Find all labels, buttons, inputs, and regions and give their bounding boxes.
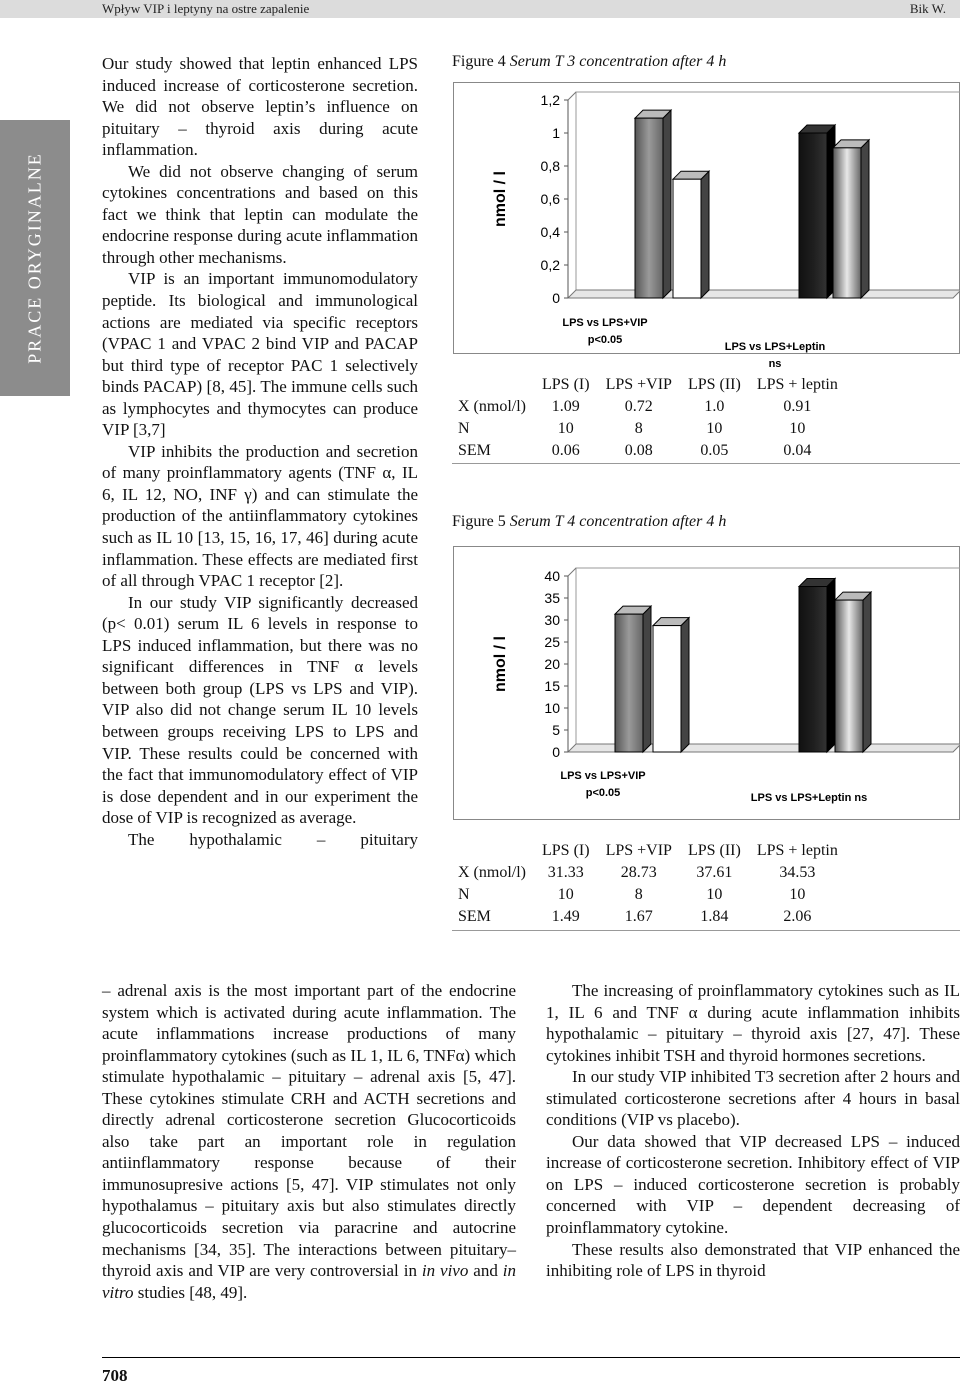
running-header	[0, 0, 960, 18]
y-tick-label: 0,8	[540, 158, 560, 174]
group-label: LPS vs LPS+Leptin ns	[750, 792, 868, 804]
table-cell: 0.05	[700, 442, 729, 459]
y-tick-label: 10	[544, 700, 560, 716]
table-cell: 10	[557, 886, 574, 903]
group-label: LPS vs LPS+VIP	[562, 317, 648, 329]
table-row-label: N	[458, 886, 470, 903]
section-label: PRACE ORYGINALNE	[24, 152, 45, 364]
figure-4-caption	[452, 53, 726, 71]
table-rule	[452, 930, 960, 931]
figure-label: Figure 4	[452, 53, 506, 70]
group-note: p<0.05	[585, 787, 621, 799]
y-tick-label: 1	[552, 125, 560, 141]
paragraph: VIP is an important immunomodulatory peptide. Its biological and immunological actions are mediated via specific receptors (VPAC 1 and VPAC 2 bind VIP and PACAP but third type of receptor PAC 1 selectively binds PACAP) [8, 45]. The immune cells such as lymphocytes and thymocytes can produce VIP [3,7]	[102, 269, 418, 440]
group-label: LPS vs LPS+Leptin	[724, 341, 826, 353]
table-rule	[452, 463, 960, 464]
table-header-row	[452, 374, 846, 396]
table-cell: 10	[789, 886, 806, 903]
bar	[799, 133, 827, 298]
table-header-cell: LPS (II)	[687, 376, 741, 393]
paragraph: In our study VIP inhibited T3 secretion after 2 hours and stimulated corticosterone secretions after 4 hours in basal conditions (VIP vs placebo).	[546, 1067, 960, 1130]
bar	[653, 626, 681, 752]
chart-frame	[454, 547, 960, 820]
table-row	[452, 440, 846, 462]
group-note: p<0.05	[587, 334, 623, 346]
table-header-row	[452, 840, 846, 862]
left-column	[102, 53, 418, 850]
table-cell: 0.04	[783, 442, 812, 459]
table-cell: 8	[634, 886, 643, 903]
table-row-label: X (nmol/l)	[458, 864, 526, 881]
figure-5-table	[452, 840, 846, 928]
bar-side	[863, 592, 871, 752]
figure-5-chart	[453, 546, 960, 820]
table-row	[452, 884, 846, 906]
y-tick-label: 0,2	[540, 257, 560, 273]
y-tick-label: 5	[552, 722, 560, 738]
figure-title: Serum T 4 concentration after 4 h	[509, 513, 727, 530]
table-cell: 10	[706, 420, 723, 437]
group-label: LPS vs LPS+VIP	[560, 770, 646, 782]
bar	[615, 614, 643, 752]
table-cell: 2.06	[783, 908, 812, 925]
y-tick-label: 25	[544, 634, 560, 650]
bar	[835, 600, 863, 752]
bar-side	[827, 579, 835, 752]
bar-side	[643, 606, 651, 752]
bar-side	[663, 110, 671, 298]
paragraph: VIP inhibits the production and secretion of many proinflammatory agents (TNF α, IL 6, IL 12, NO, INF γ) and can stimulate the production of the antiinflammatory cytokines such as IL 10 [13, 15, 16, 17, 46] during acute inflammation. These effects are mediated first of all through VPAC 1 receptor [2].	[102, 441, 418, 591]
table-cell: 1.84	[700, 908, 729, 925]
table-header-cell: LPS (I)	[542, 376, 590, 393]
y-tick-label: 30	[544, 612, 560, 628]
table-cell: 1.49	[551, 908, 580, 925]
table-cell: 10	[706, 886, 723, 903]
paragraph-body: – adrenal axis is the most important part of the endocrine system which is activated during acute inflammation. The acute inflammations increase productions of many proinflammatory cytokines (such as IL 1, IL 6, TNFα) which stimulate hypothalamic – pituitary – adrenal axis [5, 47]. These cytokines stimulate CRH and ACTH secretions and directly adrenal corticosterone secretion Glucocorticoids also take part an important role in regulation antiinflammatory response because of their immunosupresive actions [5, 47]. VIP stimulates not only hypothalamus – pituitary axis but also stimulates directly glucocorticoids secretion via paracrine and autocrine mechanisms [34, 35]. The interactions between pituitary–thyroid axis and VIP are very controversial in	[102, 981, 516, 1281]
footer-rule	[102, 1357, 960, 1358]
y-tick-label: 0,6	[540, 191, 560, 207]
bar	[799, 587, 827, 752]
table-row-label: SEM	[458, 442, 491, 459]
table-cell: 10	[557, 420, 574, 437]
paragraph: Our study showed that leptin enhanced LPS induced increase of corticosterone secretion. We did not observe leptin’s influence on pituitary – thyroid axis during acute inflammation.	[102, 54, 418, 160]
table-cell: 1.09	[551, 398, 580, 415]
table-header-cell: LPS (I)	[542, 842, 590, 859]
table-cell: 8	[634, 420, 643, 437]
table-row-label: SEM	[458, 908, 491, 925]
table-header-cell: LPS (II)	[687, 842, 741, 859]
table-cell: 10	[789, 420, 806, 437]
y-tick-label: 0,4	[540, 224, 560, 240]
table-row-label: N	[458, 420, 470, 437]
section-sidebar	[0, 120, 70, 396]
group-note: ns	[768, 358, 782, 370]
table-cell: 0.06	[551, 442, 580, 459]
table-cell: 1.0	[704, 398, 725, 415]
y-tick-label: 1,2	[540, 92, 560, 108]
paragraph: Our data showed that VIP decreased LPS – induced increase of corticosterone secretion. Inhibitory effect of VIP on LPS – induced corticosterone secretion is probably concerned with VIP – dependent decreasing of proinflammatory cytokine.	[546, 1131, 960, 1238]
table-cell: 1.67	[624, 908, 653, 925]
table-row	[452, 396, 846, 418]
paragraph: These results also demonstrated that VIP enhanced the inhibiting role of LPS in thyroid	[546, 1239, 960, 1281]
figure-4-chart	[453, 82, 960, 370]
figure-4-table	[452, 374, 846, 462]
table-cell: 0.72	[624, 398, 653, 415]
paragraph-lead: The hypothalamic – pituitary	[128, 829, 418, 849]
italic-term: in vitro	[102, 1261, 517, 1302]
table-header-cell: LPS +VIP	[605, 842, 672, 859]
right-column	[546, 980, 960, 1282]
table-row	[452, 862, 846, 884]
bar-side	[701, 171, 709, 298]
table-cell: 28.73	[620, 864, 657, 881]
bar-side	[861, 140, 869, 298]
bar	[635, 118, 663, 298]
y-axis-label: nmol / l	[492, 171, 509, 227]
bar	[833, 148, 861, 298]
y-tick-label: 15	[544, 678, 560, 694]
y-tick-label: 40	[544, 568, 560, 584]
paragraph: In our study VIP significantly decreased (p< 0.01) serum IL 6 levels in response to LPS induced inflammation, but there was no significant differences in TNF α levels between both group (LPS vs LPS and VIP). VIP also did not change serum IL 10 levels between groups receiving LPS to LPS and VIP. These results could be concerned with the fact that immunomodulatory effect of VIP is dose dependent and in our experiment the dose of VIP is recognized as average.	[102, 592, 418, 828]
table-header-cell: LPS +VIP	[605, 376, 672, 393]
wide-paragraph: – adrenal axis is the most important part of the endocrine system which is activated during acute inflammation. The acute inflammations increase productions of many proinflammatory cytokines (such as IL 1, IL 6, TNFα) which stimulate hypothalamic – pituitary – adrenal axis [5, 47]. These cytokines stimulate CRH and ACTH secretions and directly adrenal corticosterone secretion Glucocorticoids also take part an important role in regulation antiinflammatory response because of their immunosupresive actions [5, 47]. VIP stimulates not only hypothalamus – pituitary axis but also stimulates directly glucocorticoids secretion via paracrine and autocrine mechanisms [34, 35]. The interactions between pituitary–thyroid axis and VIP are very controversial in in vivo and in vitro studies [48, 49].	[102, 981, 517, 1302]
italic-term: in vivo	[421, 1261, 469, 1281]
table-header-cell: LPS + leptin	[756, 842, 838, 859]
table-row-label: X (nmol/l)	[458, 398, 526, 415]
y-axis-label: nmol / l	[492, 636, 509, 692]
page-number: 708	[102, 1366, 128, 1385]
table-cell: 0.91	[783, 398, 812, 415]
table-cell: 31.33	[547, 864, 584, 881]
table-header-cell: LPS + leptin	[756, 376, 838, 393]
paragraph: We did not observe changing of serum cytokines concentrations and based on this fact we think that leptin can modulate the endocrine response during acute inflammation through other mechanisms.	[102, 161, 418, 267]
y-tick-label: 20	[544, 656, 560, 672]
running-title: Wpływ VIP i leptyny na ostre zapalenie	[102, 1, 310, 16]
table-cell: 0.08	[624, 442, 653, 459]
table-row	[452, 906, 846, 928]
table-cell: 37.61	[696, 864, 733, 881]
y-tick-label: 0	[552, 744, 560, 760]
figure-5-caption	[452, 513, 726, 531]
table-row	[452, 418, 846, 440]
y-tick-label: 35	[544, 590, 560, 606]
y-tick-label: 0	[552, 290, 560, 306]
figure-label: Figure 5	[452, 513, 506, 530]
paragraph: The increasing of proinflammatory cytokines such as IL 1, IL 6 and TNF α during acute inflammation inhibits hypothalamic – pituitary – thyroid axis [27, 47]. These cytokines inhibit TSH and thyroid hormones secretions.	[546, 981, 960, 1065]
bar	[673, 179, 701, 298]
bar-side	[681, 618, 689, 752]
running-author: Bik W.	[909, 1, 946, 16]
figure-title: Serum T 3 concentration after 4 h	[509, 53, 727, 70]
table-cell: 34.53	[779, 864, 816, 881]
